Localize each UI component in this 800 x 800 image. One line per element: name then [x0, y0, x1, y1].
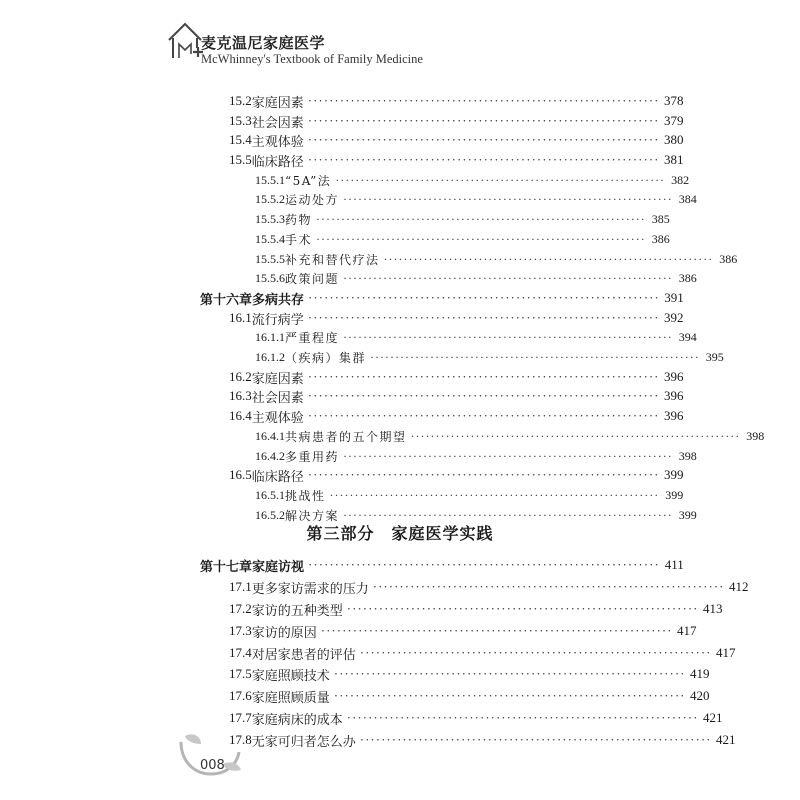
toc-title: 家访的五种类型	[251, 603, 343, 619]
toc-number: 15.3	[229, 113, 252, 128]
toc-title: （疾病）集群	[285, 350, 367, 365]
toc-page-number: 421	[703, 710, 723, 725]
toc-entry-row	[255, 229, 670, 249]
toc-entry-row	[255, 347, 724, 367]
toc-number: 17.1	[229, 579, 252, 594]
toc-title: 主观体验	[251, 134, 304, 150]
toc-leader-dots: ··································································	[329, 487, 660, 502]
toc-leader-dots: ··································································	[370, 349, 700, 364]
toc-page-number: 399	[678, 507, 697, 522]
toc-leader-dots: ··································································	[359, 645, 712, 660]
toc-leader-dots: ··································································	[308, 557, 660, 572]
toc-entry-row	[255, 189, 697, 209]
toc-entry-row	[229, 406, 684, 426]
toc-page-number: 391	[664, 290, 684, 305]
toc-number: 16.1	[229, 310, 252, 325]
toc-title: 家访的原因	[251, 625, 317, 641]
toc-title: 家庭因素	[251, 371, 304, 387]
toc-page-number: 380	[664, 132, 684, 147]
toc-title: 解决方案	[285, 508, 340, 523]
toc-leader-dots: ··································································	[316, 231, 646, 246]
toc-page-number: 396	[664, 408, 684, 423]
toc-number: 16.1.2	[255, 349, 285, 364]
toc-leader-dots: ··································································	[333, 666, 686, 681]
toc-page-number: 385	[651, 211, 670, 226]
toc-title: 无家可归者怎么办	[251, 734, 356, 750]
toc-entry-row	[229, 465, 684, 485]
toc-page-number: 379	[664, 113, 684, 128]
toc-number: 15.5.4	[255, 231, 285, 246]
toc-leader-dots: ··································································	[308, 290, 660, 305]
toc-number: 16.5.1	[255, 487, 285, 502]
toc-leader-dots: ··································································	[343, 329, 673, 344]
toc-number: 16.3	[229, 388, 252, 403]
toc-title: 社会因素	[251, 115, 304, 131]
toc-entry-row	[229, 577, 749, 597]
toc-entry-row	[229, 599, 723, 619]
toc-leader-dots: ··································································	[410, 428, 741, 443]
toc-number: 15.5.5	[255, 251, 285, 266]
toc-leader-dots: ··································································	[307, 113, 660, 128]
toc-number: 第十六章	[200, 292, 253, 308]
toc-title: 运动处方	[285, 192, 340, 207]
toc-entry-row	[255, 327, 697, 347]
toc-title: 家庭病床的成本	[251, 712, 343, 728]
toc-page-number: 398	[678, 448, 697, 463]
toc-leader-dots: ··································································	[343, 507, 673, 522]
toc-leader-dots: ··································································	[307, 467, 660, 482]
toc-page-number: 417	[677, 623, 697, 638]
toc-leader-dots: ··································································	[307, 310, 660, 325]
toc-title: 严重程度	[285, 330, 340, 345]
toc-page-number: 386	[678, 270, 697, 285]
toc-chapter-row	[200, 555, 684, 575]
toc-number: 17.7	[229, 710, 252, 725]
toc-page-number: 396	[664, 369, 684, 384]
toc-leader-dots: ··································································	[343, 191, 673, 206]
toc-number: 第十七章	[200, 559, 253, 575]
toc-title: 临床路径	[251, 154, 304, 170]
toc-page-number: 417	[716, 645, 736, 660]
toc-leader-dots: ··································································	[320, 623, 673, 638]
toc-leader-dots: ··································································	[307, 132, 660, 147]
toc-number: 17.6	[229, 688, 252, 703]
toc-leader-dots: ··································································	[335, 172, 666, 187]
toc-number: 16.4	[229, 408, 252, 423]
toc-title: 家庭照顾技术	[251, 668, 330, 684]
toc-entry-row	[255, 426, 765, 446]
toc-title: 家庭照顾质量	[251, 690, 330, 706]
toc-page-number: 386	[719, 251, 738, 266]
toc-title: 主观体验	[251, 410, 304, 426]
toc-entry-row	[229, 367, 684, 387]
toc-page-number: 399	[665, 487, 684, 502]
toc-page-number: 399	[664, 467, 684, 482]
toc-entry-row	[229, 621, 697, 641]
toc-entry-row	[229, 308, 684, 328]
toc-entry-row	[229, 130, 684, 150]
toc-entry-row	[229, 686, 710, 706]
toc-entry-row	[229, 111, 684, 131]
toc-number: 16.4.1	[255, 428, 285, 443]
toc-number: 15.4	[229, 132, 252, 147]
toc-entry-row	[229, 730, 736, 750]
toc-title: 社会因素	[251, 390, 304, 406]
toc-number: 16.5.2	[255, 507, 285, 522]
page-number: 008	[200, 758, 225, 773]
toc-title: 临床路径	[251, 469, 304, 485]
toc-page-number: 394	[678, 329, 697, 344]
toc-number: 17.8	[229, 732, 252, 747]
toc-leader-dots: ··································································	[343, 448, 673, 463]
toc-number: 17.2	[229, 601, 252, 616]
toc-leader-dots: ··································································	[316, 211, 646, 226]
toc-page-number: 378	[664, 93, 684, 108]
toc-title: 手术	[285, 232, 313, 247]
toc-number: 17.4	[229, 645, 252, 660]
toc-page-number: 386	[651, 231, 670, 246]
toc-number: 15.2	[229, 93, 252, 108]
toc-title: 共病患者的五个期望	[285, 429, 407, 444]
toc-number: 16.5	[229, 467, 252, 482]
toc-number: 16.2	[229, 369, 252, 384]
toc-number: 15.5.3	[255, 211, 285, 226]
toc-title: 对居家患者的评估	[251, 647, 356, 663]
toc-leader-dots: ··································································	[346, 710, 699, 725]
toc-title: 多重用药	[285, 449, 340, 464]
toc-number: 15.5.6	[255, 270, 285, 285]
toc-leader-dots: ··································································	[383, 251, 714, 266]
toc-entry-row	[229, 150, 684, 170]
toc-title: 挑战性	[285, 488, 326, 503]
toc-entry-row	[255, 505, 697, 525]
toc-entry-row	[255, 249, 738, 269]
toc-title: 更多家访需求的压力	[251, 581, 369, 597]
toc-page-number: 420	[690, 688, 710, 703]
toc-page-number: 392	[664, 310, 684, 325]
toc-leader-dots: ··································································	[307, 408, 660, 423]
book-title-zh: 麦克温尼家庭医学	[201, 34, 326, 52]
toc-page-number: 411	[664, 557, 684, 572]
toc-entry-row	[255, 170, 690, 190]
toc-leader-dots: ··································································	[343, 270, 673, 285]
toc-leader-dots: ··································································	[307, 152, 660, 167]
toc-title: 流行病学	[251, 312, 304, 328]
toc-chapter-row	[200, 288, 684, 308]
toc-leader-dots: ··································································	[372, 579, 725, 594]
toc-entry-row	[255, 485, 684, 505]
toc-leader-dots: ··································································	[307, 388, 660, 403]
toc-leader-dots: ··································································	[307, 369, 660, 384]
toc-page-number: 412	[729, 579, 749, 594]
toc-title: 政策问题	[285, 271, 340, 286]
toc-number: 15.5	[229, 152, 252, 167]
toc-number: 17.3	[229, 623, 252, 638]
toc-leader-dots: ··································································	[346, 601, 699, 616]
toc-leader-dots: ··································································	[307, 93, 660, 108]
toc-page-number: 421	[716, 732, 736, 747]
toc-entry-row	[255, 209, 670, 229]
toc-entry-row	[255, 268, 697, 288]
toc-title: 药物	[285, 212, 313, 227]
toc-entry-row	[229, 386, 684, 406]
toc-entry-row	[229, 91, 684, 111]
toc-page-number: 398	[746, 428, 765, 443]
toc-number: 16.1.1	[255, 329, 285, 344]
toc-title: 家庭访视	[252, 559, 305, 575]
toc-number: 16.4.2	[255, 448, 285, 463]
toc-number: 15.5.2	[255, 191, 285, 206]
toc-title: 补充和替代疗法	[285, 252, 380, 267]
toc-page-number: 413	[703, 601, 723, 616]
toc-title: 多病共存	[252, 292, 305, 308]
part-heading: 第三部分 家庭医学实践	[306, 524, 494, 543]
toc-page-number: 384	[678, 191, 697, 206]
toc-page-number: 419	[690, 666, 710, 681]
toc-page-number: 396	[664, 388, 684, 403]
toc-entry-row	[255, 446, 697, 466]
toc-number: 15.5.1	[255, 172, 285, 187]
book-title-en: McWhinney's Textbook of Family Medicine	[201, 52, 423, 66]
toc-number: 17.5	[229, 666, 252, 681]
toc-page-number: 395	[705, 349, 724, 364]
toc-title: “5A”法	[285, 173, 332, 188]
toc-leader-dots: ··································································	[333, 688, 686, 703]
toc-entry-row	[229, 664, 710, 684]
toc-leader-dots: ··································································	[359, 732, 712, 747]
toc-entry-row	[229, 708, 723, 728]
toc-page-number: 381	[664, 152, 684, 167]
toc-title: 家庭因素	[251, 95, 304, 111]
toc-page-number: 382	[671, 172, 690, 187]
toc-entry-row	[229, 643, 736, 663]
